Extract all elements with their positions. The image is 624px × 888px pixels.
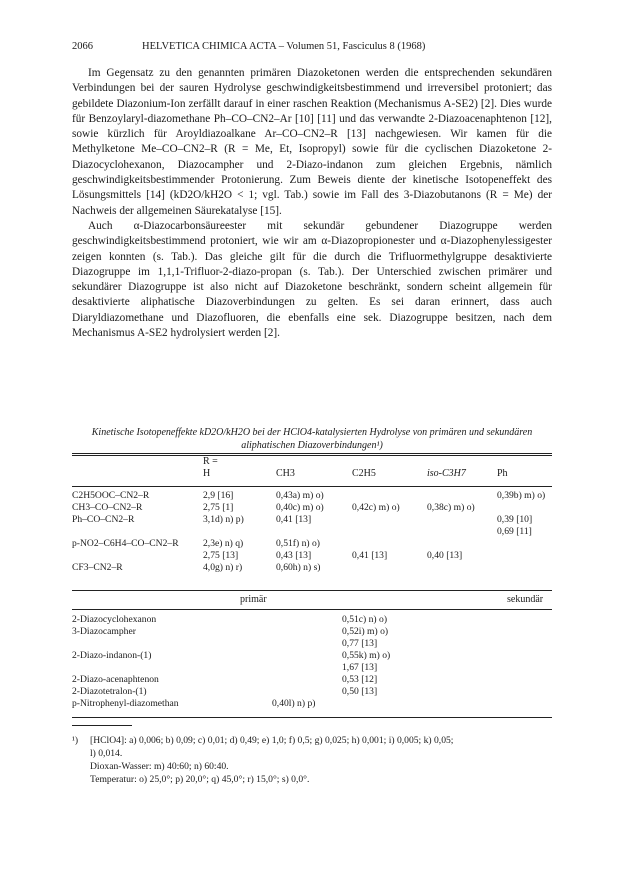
label-secondary: sekundär bbox=[507, 594, 544, 605]
table-row bbox=[72, 614, 552, 626]
value-ph: 0,39b) m) o) bbox=[497, 490, 546, 501]
compound bbox=[72, 550, 203, 562]
table-row bbox=[72, 538, 552, 550]
compound: CF3–CN2–R bbox=[72, 562, 123, 573]
value-primary bbox=[272, 662, 342, 674]
col-ph: Ph bbox=[497, 468, 508, 479]
value-isopropyl bbox=[427, 538, 497, 550]
value-c2h5 bbox=[352, 526, 427, 538]
value-isopropyl: 0,38c) m) o) bbox=[427, 502, 475, 513]
label-primary: primär bbox=[240, 594, 267, 605]
value-ph bbox=[497, 538, 552, 550]
value-secondary: 0,50 [13] bbox=[342, 686, 378, 697]
table-row bbox=[72, 674, 552, 686]
table-primary bbox=[72, 490, 552, 574]
table-row bbox=[72, 638, 552, 650]
value-secondary: 0,77 [13] bbox=[342, 638, 378, 649]
compound bbox=[72, 526, 203, 538]
value-h: 2,3e) n) q) bbox=[203, 538, 244, 549]
footnote-temperature: Temperatur: o) 25,0°; p) 20,0°; q) 45,0°; r) 15,0°; s) 0,0°. bbox=[90, 774, 310, 785]
value-h bbox=[203, 526, 276, 538]
value-isopropyl bbox=[427, 490, 497, 502]
value-ph: 0,39 [10] bbox=[497, 514, 533, 525]
value-ph bbox=[497, 502, 552, 514]
compound: C2H5OOC–CN2–R bbox=[72, 490, 150, 501]
table-row bbox=[72, 550, 552, 562]
paragraph-2: Auch α-Diazocarbonsäureester mit sekundär gebundener Diazogruppe werden geschwindigkeitsbestimmend protoniert, wie wir am α-Diazopropionester und α-Diazophenylessigester zeigen konnten (s. Tab.). Das gleiche gilt für die durch die Trifluormethylgruppe desaktivierte Diazogruppe im 1,1,1-Trifluor-2-diazo-propan (s. Tab.). Der Unterschied zwischen primärer und sekundärer Diazogruppe ist also nicht auf Diazoketone beschränkt, sondern scheint allgemein für desaktivierte aliphatische Diazoverbindungen zu gelten. Es sei daran erinnert, dass auch Diaryldiazomethane und Diazofluoren, die ebenfalls eine sek. Diazogruppe besitzen, nach dem Mechanismus A-SE2 hydrolysiert werden [2]. bbox=[72, 219, 552, 340]
value-c2h5: 0,41 [13] bbox=[352, 550, 388, 561]
table-bottom-rule bbox=[72, 717, 552, 718]
compound: Ph–CO–CN2–R bbox=[72, 514, 135, 525]
compound: CH3–CO–CN2–R bbox=[72, 502, 143, 513]
compound: p-Nitrophenyl-diazomethan bbox=[72, 698, 179, 709]
table-row bbox=[72, 490, 552, 502]
value-c2h5 bbox=[352, 562, 427, 574]
value-h: 4,0g) n) r) bbox=[203, 562, 243, 573]
value-secondary: 0,51c) n) o) bbox=[342, 614, 388, 625]
table-caption: Kinetische Isotopeneffekte kD2O/kH2O bei der HClO4-katalysierten Hydrolyse von primären und sekundären aliphatischen Diazoverbindungen¹) bbox=[91, 427, 533, 451]
footnote-solvent: Dioxan-Wasser: m) 40:60; n) 60:40. bbox=[90, 761, 229, 772]
value-c2h5: 0,42c) m) o) bbox=[352, 502, 400, 513]
value-c2h5 bbox=[352, 490, 427, 502]
r-equals-label: R = bbox=[203, 456, 218, 467]
value-ph: 0,69 [11] bbox=[497, 526, 532, 537]
value-isopropyl bbox=[427, 514, 497, 526]
value-secondary: 0,55k) m) o) bbox=[342, 650, 391, 661]
body-text bbox=[72, 66, 552, 341]
compound: 2-Diazocyclohexanon bbox=[72, 614, 157, 625]
col-ch3: CH3 bbox=[276, 468, 295, 479]
col-c2h5: C2H5 bbox=[352, 468, 376, 479]
journal-title: HELVETICA CHIMICA ACTA – Volumen 51, Fasciculus 8 (1968) bbox=[142, 41, 426, 52]
compound bbox=[72, 662, 272, 674]
value-h: 3,1d) n) p) bbox=[203, 514, 244, 525]
value-ch3: 0,40c) m) o) bbox=[276, 502, 324, 513]
table-row bbox=[72, 502, 552, 514]
value-ch3: 0,43 [13] bbox=[276, 550, 312, 561]
compound bbox=[72, 638, 272, 650]
value-primary bbox=[272, 638, 342, 650]
value-secondary bbox=[342, 698, 552, 710]
value-isopropyl bbox=[427, 562, 497, 574]
compound: p-NO2–C6H4–CO–CN2–R bbox=[72, 538, 179, 549]
value-c2h5 bbox=[352, 514, 427, 526]
value-primary: 0,40l) n) p) bbox=[272, 698, 316, 709]
compound: 3-Diazocampher bbox=[72, 626, 136, 637]
value-primary bbox=[272, 674, 342, 686]
value-ch3: 0,41 [13] bbox=[276, 514, 312, 525]
table-row bbox=[72, 562, 552, 574]
table-row bbox=[72, 526, 552, 538]
primary-rule bbox=[72, 590, 552, 591]
value-primary bbox=[272, 686, 342, 698]
table-secondary bbox=[72, 614, 552, 710]
footnote-rule bbox=[72, 725, 132, 726]
table-row bbox=[72, 514, 552, 526]
footnote-acid-cont: l) 0,014. bbox=[90, 748, 123, 759]
value-ch3: 0,60h) n) s) bbox=[276, 562, 321, 573]
value-h: 2,9 [16] bbox=[203, 490, 234, 501]
value-ch3: 0,51f) n) o) bbox=[276, 538, 320, 549]
value-h: 2,75 [1] bbox=[203, 502, 234, 513]
footnotes bbox=[72, 734, 552, 786]
table-row bbox=[72, 686, 552, 698]
compound: 2-Diazotetralon-(1) bbox=[72, 686, 147, 697]
compound: 2-Diazo-acenaphtenon bbox=[72, 674, 159, 685]
value-isopropyl: 0,40 [13] bbox=[427, 550, 463, 561]
footnote-mark: ¹) bbox=[72, 735, 79, 746]
table-top-rule bbox=[72, 453, 552, 456]
page-number: 2066 bbox=[72, 41, 93, 52]
secondary-rule bbox=[72, 609, 552, 610]
page-header bbox=[72, 41, 552, 52]
compound: 2-Diazo-indanon-(1) bbox=[72, 650, 152, 661]
table-row bbox=[72, 650, 552, 662]
value-isopropyl bbox=[427, 526, 497, 538]
value-ph bbox=[497, 550, 552, 562]
value-primary bbox=[272, 626, 342, 638]
paragraph-1: Im Gegensatz zu den genannten primären Diazoketonen werden die entsprechenden sekundären Verbindungen bei der sauren Hydrolyse geschwindigkeitsbestimmend und irreversibel protoniert; das gebildete Diazonium-Ion zerfällt darauf in einer raschen Reaktion (Mechanismus A-SE2) [2]. Dies wurde für Benzoylaryl-diazomethane Ph–CO–CN2–Ar [10] [11] und das verwandte 2-Diazoacenaphtenon [12], sowie kürzlich für Aroyldiazoalkane Ar–CO–CN2–R [13] nachgewiesen. Wir kamen für die Methylketone Me–CO–CN2–R (R = Me, Et, Isopropyl) sowie für die cyclischen Diazoketone 2-Diazocyclohexanon, Diazocampher und 2-Diazo-indanon zum gleichen Ergebnis, nämlich geschwindigkeitsbestimmender Protonierung. Zum Beweis diente der kinetische Isotopeneffekt des Lösungsmittels [14] (kD2O/kH2O < 1; vgl. Tab.) sowie im Fall des 3-Diazobutanons (R = Me) der Nachweis der allgemeinen Säurekatalyse [15]. bbox=[72, 67, 552, 217]
value-secondary: 0,53 [12] bbox=[342, 674, 378, 685]
header-rule bbox=[72, 486, 552, 487]
value-h: 2,75 [13] bbox=[203, 550, 239, 561]
col-isopropyl: iso-C3H7 bbox=[427, 468, 466, 479]
value-secondary: 1,67 [13] bbox=[342, 662, 378, 673]
value-ch3: 0,43a) m) o) bbox=[276, 490, 324, 501]
footnote-acid-concentrations: [HClO4]: a) 0,006; b) 0,09; c) 0,01; d) 0,49; e) 1,0; f) 0,5; g) 0,025; h) 0,001; i) 0,005; k) 0,05; bbox=[90, 735, 454, 746]
table-row bbox=[72, 698, 552, 710]
value-ch3 bbox=[276, 526, 352, 538]
value-primary bbox=[272, 614, 342, 626]
table-row bbox=[72, 626, 552, 638]
col-h: H bbox=[203, 468, 211, 479]
value-primary bbox=[272, 650, 342, 662]
value-c2h5 bbox=[352, 538, 427, 550]
value-secondary: 0,52i) m) o) bbox=[342, 626, 389, 637]
value-ph bbox=[497, 562, 552, 574]
table-row bbox=[72, 662, 552, 674]
